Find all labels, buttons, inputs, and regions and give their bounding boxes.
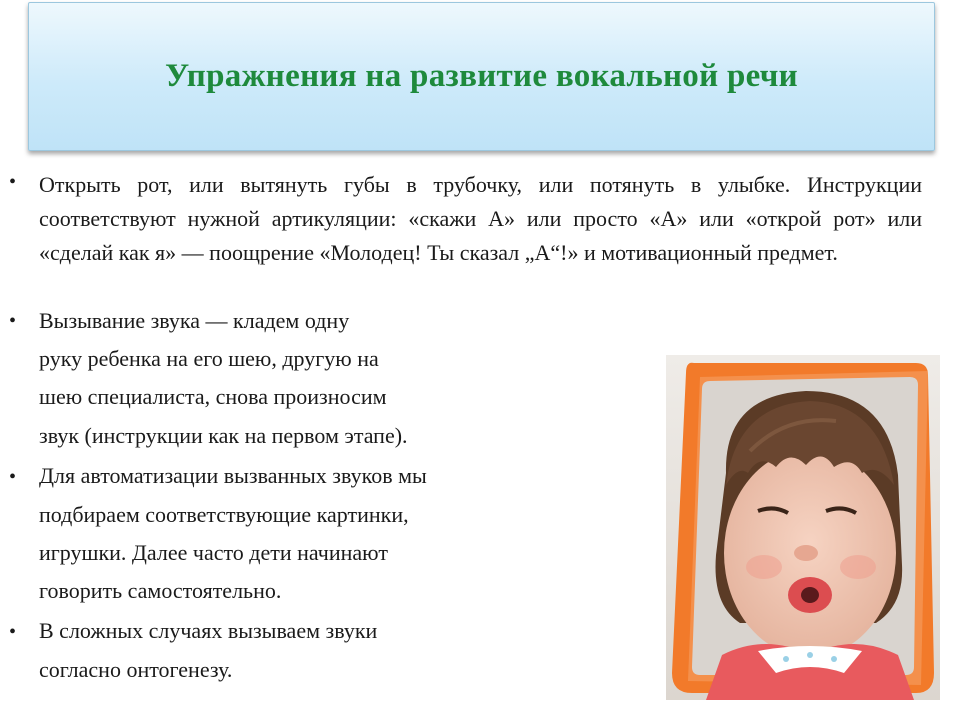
bullet-icon: • <box>9 171 17 193</box>
slide-title: Упражнения на развитие вокальной речи <box>165 58 798 94</box>
bullet-icon: • <box>9 466 17 488</box>
title-banner <box>28 2 935 151</box>
bullet-icon: • <box>9 310 17 332</box>
bullet-text-1: Открыть рот, или вытянуть губы в трубочку, или потянуть в улыбке. Инструкции соответствуют нужной артикуляции: «скажи А» или просто «А» или «открой рот» или «сделай как я» — поощрение «Молодец! Ты сказал „А“!» и мотивационный предмет. <box>39 172 922 265</box>
bullet-2-line: шею специалиста, снова произносим <box>39 384 387 409</box>
bullet-4-line: согласно онтогенезу. <box>39 657 233 682</box>
child-in-mirror-icon <box>666 355 940 700</box>
bullet-2-line: руку ребенка на его шею, другую на <box>39 346 379 371</box>
bullet-3-line: говорить самостоятельно. <box>39 578 282 603</box>
bullet-2-line: звук (инструкции как на первом этапе). <box>39 423 408 448</box>
bullet-3-line: Для автоматизации вызванных звуков мы <box>39 463 427 488</box>
bullet-2-line: Вызывание звука — кладем одну <box>39 308 350 333</box>
child-mirror-photo <box>666 355 940 700</box>
bullet-3-line: подбираем соответствующие картинки, <box>39 502 409 527</box>
bullet-4-line: В сложных случаях вызываем звуки <box>39 618 378 643</box>
bullet-icon: • <box>9 621 17 643</box>
bullet-3-line: игрушки. Далее часто дети начинают <box>39 540 388 565</box>
